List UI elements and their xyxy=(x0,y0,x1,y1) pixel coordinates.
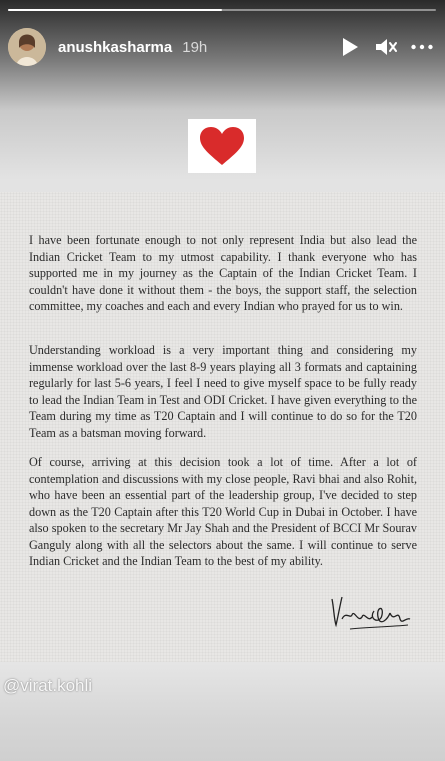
statement-letter xyxy=(0,192,445,662)
mention-sticker[interactable]: @virat.kohli xyxy=(3,676,93,695)
username[interactable]: anushkasharma xyxy=(58,38,173,56)
story-controls xyxy=(339,36,437,58)
play-icon[interactable] xyxy=(339,36,361,58)
letter-paragraph-1: I have been fortunate enough to not only represent India but also lead the Indian Cricket Team to my utmost capability. I thank everyone who has supported me in my journey as the Captain of the Indian Cricket Team. I couldn't have done it without them - the boys, the support staff, the selection committee, my coaches and each and every Indian who prayed for us to win. xyxy=(29,233,417,313)
heart-icon xyxy=(199,126,245,166)
heart-sticker xyxy=(188,119,256,173)
letter-paragraph-2: Understanding workload is a very important thing and considering my immense workload over the last 8-9 years playing all 3 formats and captaining regularly for last 5-6 years, I feel I need to give myself space to be fully ready to lead the Indian Team in Test and ODI Cricket. I have given everything to the Team during my time as T20 Captain and I will continue to do so for the T20 Team as a batsman moving forward. xyxy=(29,343,417,440)
story-header xyxy=(8,24,437,70)
story-progress-fill xyxy=(8,9,222,11)
signature xyxy=(328,589,414,635)
letter-paragraph-3: Of course, arriving at this decision took a lot of time. After a lot of contemplation and discussions with my close people, Ravi bhai and also Rohit, who have been an essential part of the leadership group, I've decided to step down as the T20 Captain after this T20 World Cup in Dubai in October. I have also spoken to the secretary Mr Jay Shah and the President of BCCI Mr Sourav Ganguly along with all the selectors about the same. I will continue to serve Indian Cricket and the Indian Team to the best of my ability. xyxy=(29,455,417,568)
post-time: 19h xyxy=(182,38,208,56)
more-options-icon[interactable] xyxy=(411,36,433,58)
story-progress-bar xyxy=(8,9,436,11)
avatar[interactable] xyxy=(8,28,46,66)
mute-icon[interactable] xyxy=(375,36,397,58)
